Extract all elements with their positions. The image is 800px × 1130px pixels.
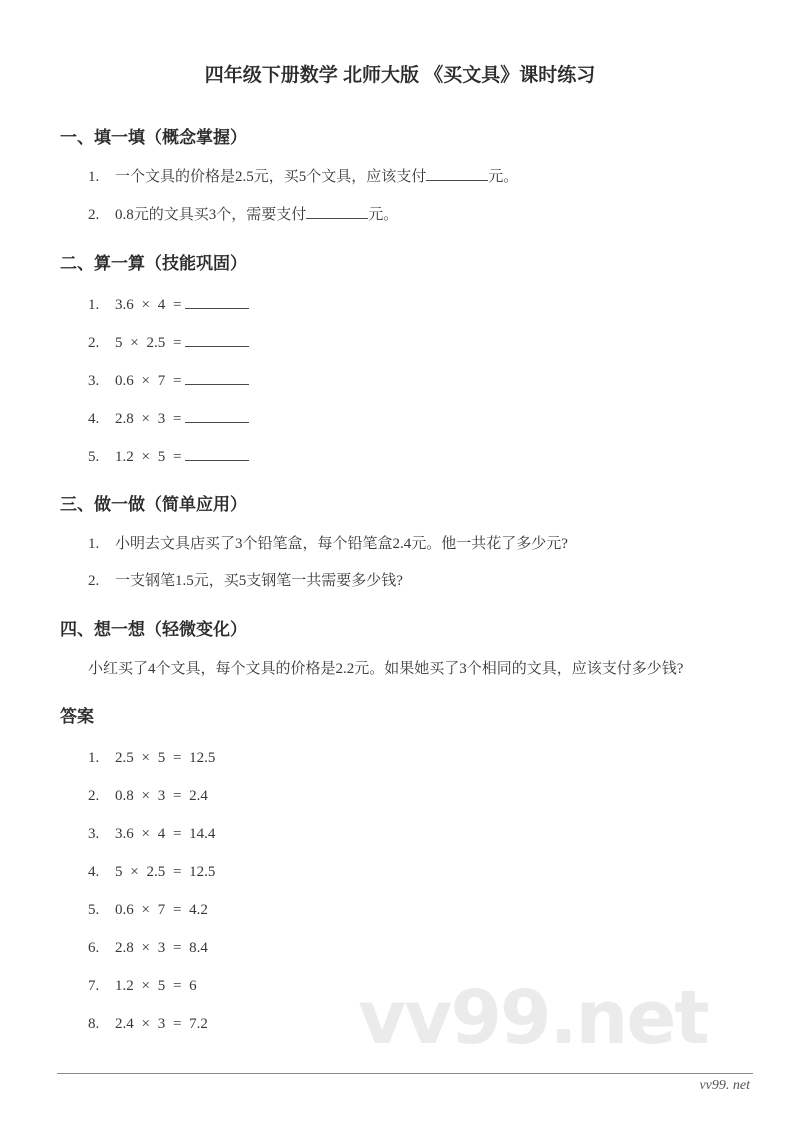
answer-row (60, 900, 740, 920)
answer-blank-line (185, 333, 249, 347)
section-heading-fill-in: 一、填一填（概念掌握） (60, 128, 247, 147)
answer-row (60, 748, 740, 768)
fill-in-question (60, 167, 740, 187)
expression-text: 3.6 × 4 = (115, 297, 182, 313)
calculation-question (60, 295, 740, 315)
answer-row (60, 1014, 740, 1034)
question-text: 一个文具的价格是2.5元，买5个文具，应该支付 (115, 169, 427, 185)
section-heading-think: 四、想一想（轻微变化） (60, 620, 247, 639)
item-number: 2. (88, 788, 100, 804)
item-number: 4. (88, 864, 100, 880)
expression-text: 1.2 × 5 = (115, 449, 182, 465)
answer-text: 5 × 2.5 = 12.5 (115, 864, 216, 880)
answer-blank-line (426, 167, 488, 181)
item-number: 3. (88, 826, 100, 842)
calculation-question (60, 371, 740, 391)
answer-text: 3.6 × 4 = 14.4 (115, 826, 216, 842)
watermark-text: vv99.net (358, 975, 708, 1061)
question-text: 0.8元的文具买3个，需要支付 (115, 207, 307, 223)
item-number: 1. (88, 536, 100, 552)
question-text-after-blank: 元。 (368, 207, 399, 223)
calculation-question (60, 447, 740, 467)
calculation-question (60, 333, 740, 353)
answer-blank-line (185, 409, 249, 423)
item-number: 6. (88, 940, 100, 956)
item-number: 7. (88, 978, 100, 994)
answers-heading: 答案 (60, 707, 94, 726)
question-text-after-blank: 元。 (488, 169, 519, 185)
item-number: 8. (88, 1016, 100, 1032)
item-number: 2. (88, 207, 100, 223)
think-problem-paragraph: 小红买了4个文具，每个文具的价格是2.2元。如果她买了3个相同的文具，应该支付多少钱? (88, 661, 684, 677)
footer-divider (57, 1073, 753, 1074)
answer-row (60, 976, 740, 996)
answer-row (60, 824, 740, 844)
item-number: 4. (88, 411, 100, 427)
answer-blank-line (185, 371, 249, 385)
item-number: 2. (88, 335, 100, 351)
expression-text: 0.6 × 7 = (115, 373, 182, 389)
answer-row (60, 862, 740, 882)
answer-text: 0.6 × 7 = 4.2 (115, 902, 208, 918)
answer-blank-line (185, 295, 249, 309)
answer-text: 2.5 × 5 = 12.5 (115, 750, 216, 766)
answer-blank-line (185, 447, 249, 461)
item-number: 1. (88, 750, 100, 766)
item-number: 2. (88, 573, 100, 589)
answer-row (60, 938, 740, 958)
word-problem (60, 571, 740, 591)
page-title: 四年级下册数学 北师大版 《买文具》课时练习 (204, 65, 596, 86)
answer-blank-line (306, 205, 368, 219)
answer-row (60, 786, 740, 806)
section-heading-calculate: 二、算一算（技能巩固） (60, 254, 247, 273)
item-number: 1. (88, 297, 100, 313)
section-heading-word-problems: 三、做一做（简单应用） (60, 495, 247, 514)
answer-text: 0.8 × 3 = 2.4 (115, 788, 208, 804)
answer-text: 2.4 × 3 = 7.2 (115, 1016, 208, 1032)
expression-text: 2.8 × 3 = (115, 411, 182, 427)
question-text: 一支钢笔1.5元，买5支钢笔一共需要多少钱? (115, 573, 403, 589)
item-number: 5. (88, 902, 100, 918)
item-number: 5. (88, 449, 100, 465)
expression-text: 5 × 2.5 = (115, 335, 182, 351)
item-number: 3. (88, 373, 100, 389)
answer-text: 1.2 × 5 = 6 (115, 978, 197, 994)
fill-in-question (60, 205, 740, 225)
word-problem (60, 534, 740, 554)
footer-site-label: vv99. net (699, 1078, 750, 1093)
question-text: 小明去文具店买了3个铅笔盒，每个铅笔盒2.4元。他一共花了多少元? (115, 536, 568, 552)
item-number: 1. (88, 169, 100, 185)
calculation-question (60, 409, 740, 429)
answer-text: 2.8 × 3 = 8.4 (115, 940, 208, 956)
worksheet-content (0, 63, 800, 1034)
